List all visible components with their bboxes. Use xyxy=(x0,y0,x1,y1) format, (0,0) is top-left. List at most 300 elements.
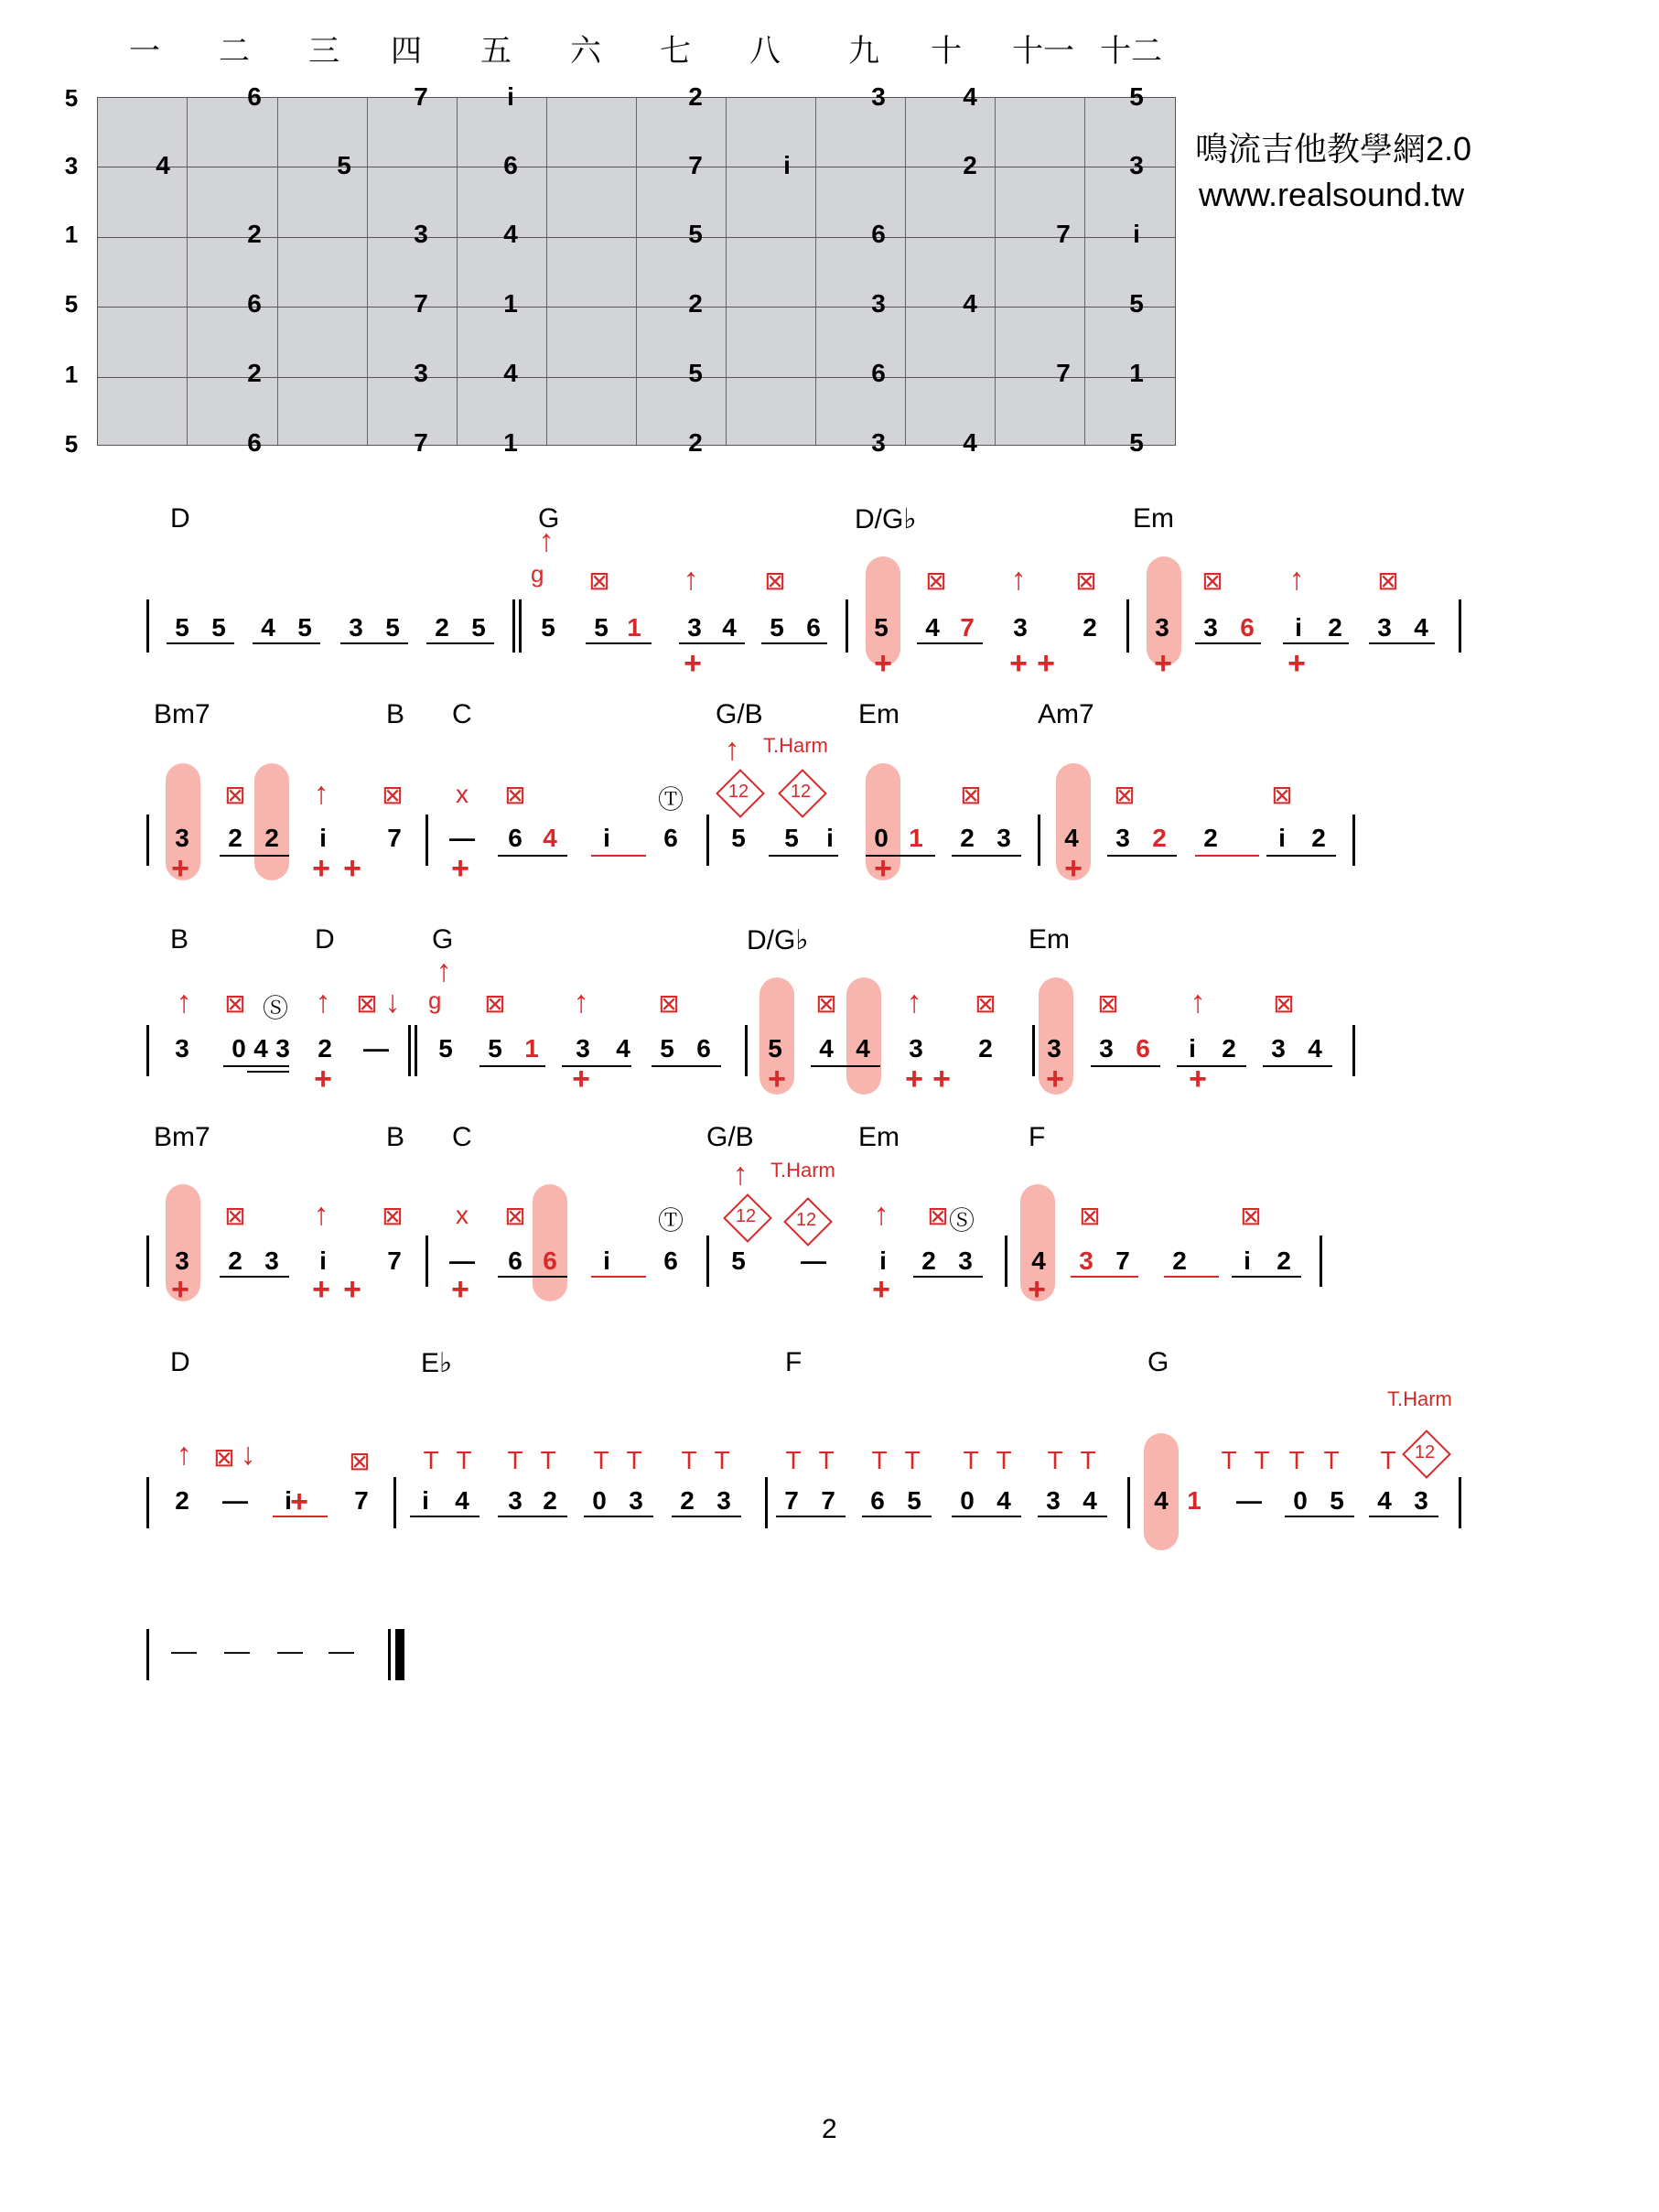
barline xyxy=(415,1025,417,1076)
score-note: 7 xyxy=(354,1486,369,1515)
score-note: 3 xyxy=(175,824,189,852)
score-note: 2 xyxy=(1203,824,1218,852)
beam xyxy=(1195,642,1261,644)
plus-mark: + xyxy=(768,1062,786,1096)
beam xyxy=(1195,855,1259,857)
mute-icon: ⊠ xyxy=(224,989,246,1018)
fret-number: 一 xyxy=(129,33,160,70)
barline xyxy=(846,599,848,653)
chord-label: Em xyxy=(858,699,900,729)
mute-icon: ⊠ xyxy=(1079,1202,1101,1230)
score-note: 5 xyxy=(770,613,784,642)
mute-icon: ⊠ xyxy=(504,1202,526,1230)
score-note: 7 xyxy=(1115,1246,1130,1275)
tap-t-mark: T xyxy=(626,1446,642,1474)
score-note: 4 xyxy=(1083,1486,1097,1515)
fretboard-note: 2 xyxy=(688,428,703,457)
harmonic-number: 12 xyxy=(795,1210,817,1230)
beam xyxy=(586,642,652,644)
harmonic-label: T.Harm xyxy=(770,1159,835,1182)
score-note: 2 xyxy=(175,1486,189,1515)
tap-t-mark: T xyxy=(456,1446,472,1474)
score-note: 0 xyxy=(960,1486,975,1515)
fret-line xyxy=(277,98,278,445)
mute-icon: ⊠ xyxy=(1201,566,1223,595)
barline xyxy=(1352,815,1355,866)
score-note: i xyxy=(1189,1034,1196,1063)
mute-icon: ⊠ xyxy=(1240,1202,1262,1230)
score-note: 6 xyxy=(1136,1034,1150,1063)
fretboard-note: 5 xyxy=(1129,289,1144,318)
barline xyxy=(426,1235,428,1287)
score-note: 3 xyxy=(1013,613,1028,642)
barline xyxy=(1459,599,1461,653)
up-arrow-icon: ↑ xyxy=(538,523,555,558)
score-note: i xyxy=(319,824,327,852)
score-note: i xyxy=(285,1486,292,1515)
open-string: 5 xyxy=(64,84,79,112)
score-note: 2 xyxy=(1172,1246,1187,1275)
harmonic-number: 12 xyxy=(790,782,812,802)
fretboard-note: 3 xyxy=(1129,151,1144,179)
score-note: — xyxy=(363,1034,389,1063)
chord-label: Em xyxy=(1133,503,1174,534)
score-note: 2 xyxy=(228,824,242,852)
barline xyxy=(765,1477,768,1528)
beam xyxy=(1266,855,1336,857)
chord-label: D xyxy=(170,503,190,534)
beam xyxy=(862,1516,932,1517)
mute-icon: ⊠ xyxy=(504,781,526,809)
plus-mark: + xyxy=(1046,1062,1064,1096)
tap-t-mark: T xyxy=(1288,1446,1305,1474)
beam xyxy=(652,1065,721,1067)
score-note: 1 xyxy=(627,613,641,642)
beam xyxy=(672,1516,741,1517)
score-note: 0 xyxy=(874,824,889,852)
fret-line xyxy=(367,98,368,445)
beam xyxy=(952,1516,1021,1517)
score-note: i xyxy=(1278,824,1286,852)
fretboard-note: 4 xyxy=(156,151,170,179)
score-note: 4 xyxy=(253,1034,268,1063)
down-arrow-icon: ↓ xyxy=(384,985,401,1020)
score-note: 1 xyxy=(909,824,923,852)
score-note: 3 xyxy=(175,1246,189,1275)
score-note: 4 xyxy=(1031,1246,1046,1275)
beam xyxy=(1263,1065,1332,1067)
up-arrow-icon: ↑ xyxy=(313,776,329,811)
score-note: i xyxy=(603,1246,610,1275)
fretboard-note: 7 xyxy=(1056,220,1071,248)
fretboard-note: 4 xyxy=(963,289,977,318)
slap-icon: Ⓢ xyxy=(948,1206,975,1235)
fret-line xyxy=(815,98,816,445)
fretboard-note: 2 xyxy=(688,289,703,318)
site-name: 鳴流吉他教學網2.0 xyxy=(1195,130,1472,167)
beam xyxy=(1285,1516,1354,1517)
score-note: 6 xyxy=(1240,613,1255,642)
score-note: i xyxy=(826,824,834,852)
up-arrow-icon: ↑ xyxy=(573,985,589,1020)
fretboard-note: 1 xyxy=(503,289,518,318)
score-note: 5 xyxy=(488,1034,502,1063)
up-arrow-icon: ↑ xyxy=(1288,562,1305,597)
tap-t-mark: T xyxy=(423,1446,439,1474)
barline xyxy=(1038,815,1040,866)
score-note: 2 xyxy=(1328,613,1342,642)
score-note: 6 xyxy=(696,1034,711,1063)
beam xyxy=(591,1276,646,1278)
open-string: 1 xyxy=(64,361,79,388)
chord-label: Em xyxy=(858,1122,900,1152)
beam xyxy=(1283,642,1349,644)
open-string: 1 xyxy=(64,221,79,248)
tap-t-mark: T xyxy=(593,1446,609,1474)
fret-line xyxy=(457,98,458,445)
harmonic-number: 12 xyxy=(735,1206,757,1226)
score-note: 4 xyxy=(543,824,557,852)
up-arrow-icon: ↑ xyxy=(313,1197,329,1232)
chord-label: C xyxy=(452,699,472,729)
mute-icon: ⊠ xyxy=(484,989,506,1018)
score-note: i xyxy=(1244,1246,1251,1275)
score-note: 3 xyxy=(576,1034,590,1063)
barline xyxy=(706,815,709,866)
fret-number: 六 xyxy=(570,33,601,70)
chord-label: D/G♭ xyxy=(747,925,809,955)
score-note: 2 xyxy=(680,1486,695,1515)
beam xyxy=(769,855,838,857)
score-note: 3 xyxy=(1271,1034,1286,1063)
fretboard-note: i xyxy=(783,151,791,179)
barline xyxy=(426,815,428,866)
up-arrow-icon: ↑ xyxy=(724,732,740,767)
tap-t-mark: T xyxy=(996,1446,1012,1474)
fretboard-note: 3 xyxy=(414,359,428,387)
plus-mark: + xyxy=(171,851,189,886)
beam xyxy=(479,1065,545,1067)
score-note: 2 xyxy=(978,1034,993,1063)
score-note: 3 xyxy=(1155,613,1169,642)
mute-icon: ⊠ xyxy=(1114,781,1136,809)
score-note: 6 xyxy=(508,1246,522,1275)
fretboard-note: 3 xyxy=(414,220,428,248)
fret-number: 十一 xyxy=(1012,33,1074,70)
score-note: i xyxy=(422,1486,429,1515)
beam xyxy=(498,855,567,857)
score-note: 7 xyxy=(784,1486,799,1515)
fretboard-note: 4 xyxy=(963,428,977,457)
barline xyxy=(1126,599,1129,653)
fretboard-note: 2 xyxy=(963,151,977,179)
score-note: 4 xyxy=(1154,1486,1169,1515)
mute-icon: ⊠ xyxy=(382,781,404,809)
fretboard-note: 2 xyxy=(688,82,703,111)
score-note: 4 xyxy=(1414,613,1428,642)
mute-icon: ⊠ xyxy=(224,781,246,809)
score-note: 3 xyxy=(1377,613,1392,642)
fretboard-note: 6 xyxy=(247,289,262,318)
fretboard-note: 5 xyxy=(688,220,703,248)
fret-number: 九 xyxy=(848,33,879,70)
site-url: www.realsound.tw xyxy=(1199,176,1465,213)
harmonic-label: T.Harm xyxy=(1387,1387,1452,1410)
fretboard-note: 7 xyxy=(414,428,428,457)
rest-dash: — xyxy=(277,1636,303,1665)
chord-label: G xyxy=(538,503,560,534)
tap-t-mark: T xyxy=(1380,1446,1396,1474)
fretboard-note: 4 xyxy=(503,359,518,387)
score-note: 5 xyxy=(731,824,746,852)
tap-t-mark: T xyxy=(785,1446,802,1474)
score-note: 6 xyxy=(543,1246,557,1275)
score-note: 5 xyxy=(385,613,400,642)
barline xyxy=(1032,1025,1035,1076)
score-note: 4 xyxy=(856,1034,870,1063)
plus-mark: + xyxy=(1287,646,1306,681)
score-note: 2 xyxy=(1311,824,1326,852)
fretboard-note: 7 xyxy=(688,151,703,179)
score-note: 5 xyxy=(660,1034,674,1063)
fret-line xyxy=(726,98,727,445)
plus-mark: + xyxy=(1154,646,1172,681)
tap-t-mark: T xyxy=(714,1446,730,1474)
up-arrow-icon: ↑ xyxy=(906,985,922,1020)
beam xyxy=(917,642,983,644)
rest-dash: — xyxy=(171,1636,197,1665)
beam xyxy=(776,1516,846,1517)
score-note: 3 xyxy=(909,1034,923,1063)
chord-label: G/B xyxy=(716,699,763,729)
score-note: 4 xyxy=(616,1034,630,1063)
plus-mark: + xyxy=(874,646,892,681)
chord-label: Am7 xyxy=(1038,699,1094,729)
score-note: — xyxy=(1236,1486,1262,1515)
score-note: 3 xyxy=(716,1486,731,1515)
mute-icon: ⊠ xyxy=(1377,566,1399,595)
beam xyxy=(223,1065,289,1067)
beam xyxy=(679,642,745,644)
score-note: 3 xyxy=(1047,1034,1061,1063)
barline xyxy=(408,1025,411,1076)
plus-mark: + xyxy=(343,851,361,886)
score-note: i xyxy=(603,824,610,852)
fretboard-note: 2 xyxy=(247,359,262,387)
score-note: 6 xyxy=(663,1246,678,1275)
open-string: 5 xyxy=(64,430,79,458)
plus-mark: + xyxy=(932,1062,951,1096)
chord-label: Em xyxy=(1029,924,1070,955)
mute-icon: ⊠ xyxy=(960,781,982,809)
score-note: 3 xyxy=(687,613,702,642)
barline xyxy=(146,1235,149,1287)
fretboard-note: 5 xyxy=(1129,82,1144,111)
fret-line xyxy=(905,98,906,445)
score-note: 4 xyxy=(455,1486,469,1515)
fretboard-note: 6 xyxy=(503,151,518,179)
beam xyxy=(498,1276,567,1278)
beam xyxy=(410,1516,479,1517)
rest-dash: — xyxy=(224,1636,250,1665)
beam xyxy=(913,1276,983,1278)
fretboard-note: 7 xyxy=(1056,359,1071,387)
beam xyxy=(1091,1065,1160,1067)
plus-mark: + xyxy=(312,1272,330,1307)
score-note: 3 xyxy=(275,1034,290,1063)
harmonic-number: 12 xyxy=(1414,1442,1436,1462)
score-note: 5 xyxy=(471,613,486,642)
chord-label: B xyxy=(386,699,405,729)
score-note: 6 xyxy=(806,613,821,642)
barline xyxy=(146,815,149,866)
tap-t-mark: T xyxy=(1254,1446,1270,1474)
mute-icon: ⊠ xyxy=(975,989,996,1018)
score-note: 3 xyxy=(996,824,1011,852)
plus-mark: + xyxy=(314,1062,332,1096)
barline xyxy=(146,1629,149,1680)
score-note: 2 xyxy=(318,1034,332,1063)
slap-icon: Ⓢ xyxy=(262,994,288,1022)
fretboard-note: 6 xyxy=(247,428,262,457)
fretboard-note: 5 xyxy=(688,359,703,387)
barline xyxy=(146,1477,149,1528)
score-note: 2 xyxy=(228,1246,242,1275)
tap-t-mark: T xyxy=(1221,1446,1237,1474)
beam xyxy=(253,642,320,644)
mute-icon: ⊠ xyxy=(658,989,680,1018)
chord-label: E♭ xyxy=(421,1348,453,1378)
score-note: 5 xyxy=(541,613,555,642)
fretboard-note: 1 xyxy=(503,428,518,457)
fretboard-note: 5 xyxy=(1129,428,1144,457)
mute-icon: ⊠ xyxy=(588,566,610,595)
chord-label: G/B xyxy=(706,1122,754,1152)
mute-icon: ⊠ xyxy=(1271,781,1293,809)
tap-t-mark: T xyxy=(1080,1446,1096,1474)
plus-mark: + xyxy=(1028,1272,1046,1307)
plus-mark: + xyxy=(451,1272,469,1307)
beam xyxy=(220,1276,289,1278)
score-note: 3 xyxy=(349,613,363,642)
score-note: 4 xyxy=(261,613,275,642)
fretboard-note: i xyxy=(507,82,514,111)
tap-icon: Ⓣ xyxy=(657,1206,684,1235)
chord-label: Bm7 xyxy=(154,1122,210,1152)
barline xyxy=(745,1025,748,1076)
score-note: 3 xyxy=(1414,1486,1428,1515)
beam xyxy=(584,1516,653,1517)
x-mark: x xyxy=(456,780,469,808)
tap-t-mark: T xyxy=(1323,1446,1340,1474)
up-arrow-icon: ↑ xyxy=(315,985,331,1020)
fret-number: 三 xyxy=(308,33,339,70)
score-note: — xyxy=(449,824,475,852)
plus-mark: + xyxy=(1037,646,1055,681)
fret-number: 五 xyxy=(480,33,512,70)
grace-mark: g xyxy=(428,987,442,1014)
score-note: 4 xyxy=(996,1486,1011,1515)
tap-t-mark: T xyxy=(1047,1446,1063,1474)
harmonic-label: T.Harm xyxy=(763,734,828,757)
fret-line xyxy=(187,98,188,445)
score-note: 4 xyxy=(819,1034,834,1063)
score-note: 3 xyxy=(629,1486,643,1515)
barline xyxy=(146,599,149,653)
fretboard-note: 4 xyxy=(503,220,518,248)
fretboard-note: 5 xyxy=(337,151,351,179)
chord-label: B xyxy=(386,1122,405,1152)
tap-t-mark: T xyxy=(540,1446,556,1474)
plus-mark: + xyxy=(1064,851,1083,886)
score-note: 5 xyxy=(784,824,799,852)
page-number: 2 xyxy=(822,2114,837,2144)
score-note: 5 xyxy=(175,613,189,642)
fretboard-note: 7 xyxy=(414,289,428,318)
up-arrow-icon: ↑ xyxy=(176,1437,192,1472)
score-note: 4 xyxy=(722,613,737,642)
beam xyxy=(952,855,1021,857)
chord-label: F xyxy=(1029,1122,1046,1152)
score-note: 6 xyxy=(663,824,678,852)
tap-t-mark: T xyxy=(681,1446,697,1474)
fret-number: 四 xyxy=(391,33,422,70)
up-arrow-icon: ↑ xyxy=(436,954,452,988)
beam xyxy=(761,642,827,644)
final-barline-thick xyxy=(395,1629,404,1680)
score-note: — xyxy=(222,1486,248,1515)
open-string: 5 xyxy=(64,290,79,318)
fretboard-diagram xyxy=(97,97,1176,446)
open-string: 3 xyxy=(64,152,79,179)
fretboard-note: 6 xyxy=(871,220,886,248)
score-note: 6 xyxy=(508,824,522,852)
fretboard-note: 3 xyxy=(871,82,886,111)
score-note: 5 xyxy=(907,1486,921,1515)
score-note: 7 xyxy=(387,1246,402,1275)
barline xyxy=(1352,1025,1355,1076)
barline xyxy=(393,1477,396,1528)
barline xyxy=(519,599,522,653)
barline xyxy=(1005,1235,1007,1287)
up-arrow-icon: ↑ xyxy=(1190,985,1206,1020)
plus-mark: + xyxy=(874,851,892,886)
mute-icon: ⊠ xyxy=(356,989,378,1018)
tap-t-mark: T xyxy=(818,1446,835,1474)
chord-label: Bm7 xyxy=(154,699,210,729)
beam xyxy=(247,1071,289,1073)
score-note: 2 xyxy=(921,1246,936,1275)
score-note: 2 xyxy=(264,824,279,852)
fretboard-note: 4 xyxy=(963,82,977,111)
score-note: 2 xyxy=(1083,613,1097,642)
fretboard-note: 3 xyxy=(871,428,886,457)
score-note: 2 xyxy=(1277,1246,1291,1275)
score-note: 0 xyxy=(592,1486,607,1515)
fretboard-note: 3 xyxy=(871,289,886,318)
barline xyxy=(1127,1477,1130,1528)
score-note: 4 xyxy=(1064,824,1079,852)
tap-t-mark: T xyxy=(507,1446,523,1474)
chord-label: D/G♭ xyxy=(855,504,917,534)
fretboard-note: 7 xyxy=(414,82,428,111)
score-note: 2 xyxy=(960,824,975,852)
tap-t-mark: T xyxy=(871,1446,888,1474)
chord-label: D xyxy=(170,1347,190,1377)
up-arrow-icon: ↑ xyxy=(683,562,699,597)
plus-mark: + xyxy=(312,851,330,886)
score-note: 5 xyxy=(211,613,226,642)
